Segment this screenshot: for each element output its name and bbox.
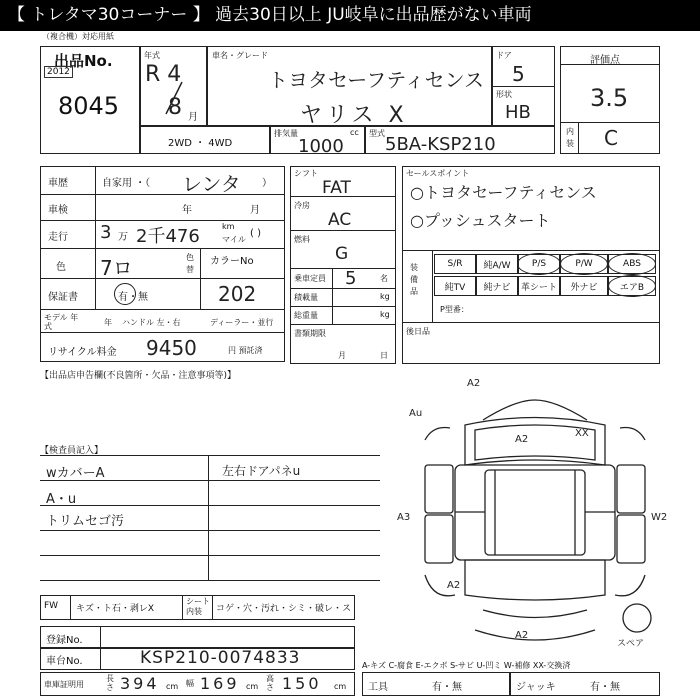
- left-front-door: [425, 465, 453, 513]
- interior-value: C: [604, 126, 618, 150]
- length-value: 394: [120, 674, 160, 693]
- load-label: 積載量: [294, 293, 318, 302]
- after-label: 後日品: [406, 327, 430, 336]
- damage-legend: A-キズ C-腐食 E-エクボ S-サビ U-凹ミ W-補修 XX-交換済: [362, 661, 571, 670]
- inspector-label: 【検査員記入】: [40, 446, 104, 456]
- cut-text: （複合機）対応用紙: [42, 32, 114, 41]
- width-label: 幅: [186, 679, 194, 688]
- width-value: 169: [200, 674, 240, 693]
- note-4: 左右ドアパネu: [222, 464, 301, 478]
- equip-ps: P/S: [518, 254, 560, 274]
- tools-value: 有・無: [432, 682, 462, 693]
- slash-mark: [160, 78, 190, 118]
- trunk-outline: [465, 560, 605, 600]
- doc-month-unit: 月: [338, 351, 346, 360]
- capacity-value: 5: [345, 268, 357, 289]
- mileage-rest: 2千476: [136, 226, 200, 247]
- length-unit: cm: [166, 682, 179, 691]
- pw-circle: [560, 253, 608, 275]
- shape-value: HB: [505, 102, 531, 123]
- history-options: 自家用 ・（: [102, 178, 151, 189]
- year-month: 8: [168, 95, 182, 120]
- doc-label: 書類期限: [294, 329, 326, 338]
- interior-label: 内装: [566, 127, 574, 148]
- drive-label: 2WD ・ 4WD: [168, 138, 233, 149]
- left-front-fender: [425, 428, 450, 441]
- height-unit: cm: [334, 682, 347, 691]
- fuel-value: G: [335, 244, 349, 264]
- ps-circle: [517, 253, 561, 275]
- doors-label: ドア: [496, 51, 512, 60]
- sales-point-1: ○トヨタセーフティセンス: [410, 183, 597, 202]
- mark-right-side: W2: [651, 512, 668, 523]
- equip-navi: 純ナビ: [476, 276, 518, 296]
- equip-sr: S/R: [434, 254, 476, 274]
- chassis-label: 車台No.: [46, 656, 83, 667]
- doc-day-unit: 日: [380, 351, 388, 360]
- warranty-label: 保証書: [48, 292, 78, 303]
- chassis-value: KSP210-0074833: [140, 648, 301, 668]
- ac-label: 冷房: [294, 201, 310, 210]
- mark-front-bumper: A2: [467, 378, 481, 389]
- rear-line: [475, 630, 595, 640]
- color-label: 色: [56, 262, 66, 273]
- type-code: 5BA-KSP210: [385, 134, 496, 155]
- inspection-year-unit: 年: [182, 205, 192, 216]
- mileage-label: 走行: [48, 232, 68, 243]
- seller-label: 【出品店申告欄(不良箇所・欠品・注意事項等)】: [40, 371, 237, 381]
- man-unit: 万: [118, 232, 128, 243]
- total-weight-label: 総重量: [294, 311, 318, 320]
- color-change-label: 色替: [186, 253, 194, 274]
- dealer-label: ディーラー・並行: [210, 318, 274, 327]
- history-value: レンタ: [182, 172, 241, 196]
- shift-label: シフト: [294, 169, 318, 178]
- tools-label: 工具: [368, 682, 388, 693]
- sales-point-label: セールスポイント: [406, 169, 470, 178]
- mark-left-side: A3: [397, 512, 411, 523]
- shape-label: 形状: [496, 90, 512, 99]
- height-label: 高さ: [266, 674, 274, 692]
- equip-abs: ABS: [608, 254, 656, 274]
- model-year-unit: 年: [104, 318, 112, 327]
- year-label: 年式: [144, 51, 160, 60]
- mile-unit: マイル: [222, 235, 246, 244]
- warranty-value: 有・無: [118, 292, 148, 303]
- airbag-type-label: P型番：: [440, 305, 469, 314]
- rear-bumper-line: [483, 610, 587, 618]
- mark-front-right: XX: [575, 428, 589, 439]
- model-year-label: モデル 年式: [44, 313, 79, 331]
- year-era: R 4: [145, 62, 182, 87]
- doors-value: 5: [512, 62, 525, 86]
- displacement-value: 1000: [298, 136, 344, 157]
- cc-unit: cc: [350, 128, 359, 137]
- carname-label: 車名・グレード: [212, 51, 268, 60]
- equip-label: 装備品: [410, 263, 418, 296]
- color-value: 7ロ: [100, 256, 133, 280]
- note-2: A・u: [46, 492, 77, 507]
- inspection-label: 車検: [48, 205, 68, 216]
- note-3: トリムセゴ汚: [46, 514, 125, 529]
- reg-label: 登録No.: [46, 635, 83, 646]
- equip-leather: 革シート: [518, 276, 560, 296]
- ac-value: AC: [328, 210, 352, 230]
- load-kg-unit: kg: [380, 292, 390, 301]
- right-rear-door: [617, 515, 645, 563]
- equip-airbag: エアB: [608, 276, 656, 296]
- maker-name: トヨタセーフティセンス: [268, 68, 484, 92]
- mileage-paren: ( ): [250, 228, 261, 239]
- colorno-value: 202: [218, 282, 257, 306]
- recycle-value: 9450: [146, 336, 197, 360]
- inspection-month-unit: 月: [250, 205, 260, 216]
- right-front-fender: [620, 428, 645, 441]
- fw-label: FW: [44, 601, 59, 611]
- equip-pw: P/W: [560, 254, 608, 274]
- jack-value: 有・無: [590, 682, 620, 693]
- spare-tire-circle: [623, 604, 651, 632]
- right-front-door: [617, 465, 645, 513]
- capacity-label: 乗車定員: [294, 274, 326, 283]
- equip-aw: 純A/W: [476, 254, 518, 274]
- history-label: 車歴: [48, 178, 68, 189]
- note-1: wカバーA: [46, 466, 105, 481]
- colorno-label: カラーNo: [210, 256, 254, 267]
- left-rear-door: [425, 515, 453, 563]
- mark-front-left: Au: [409, 408, 423, 419]
- roof-outline: [485, 470, 585, 555]
- month-unit: 月: [188, 112, 198, 123]
- mark-hood: A2: [515, 434, 529, 445]
- fw-items: キズ・ト石・剥レX: [76, 604, 154, 614]
- km-unit: km: [222, 222, 235, 231]
- score-label: 評価点: [590, 55, 620, 66]
- lot-label: 出品No.: [54, 52, 113, 70]
- shift-value: FAT: [322, 178, 351, 198]
- seat-label: シート内装: [186, 597, 210, 616]
- abs-circle: [608, 253, 656, 275]
- seat-items: コゲ・穴・汚れ・シミ・破レ・ス: [216, 604, 352, 614]
- equip-ext-navi: 外ナビ: [560, 276, 608, 296]
- width-unit: cm: [246, 682, 259, 691]
- capacity-unit: 名: [380, 274, 388, 283]
- handle-label: ハンドル 左・右: [122, 318, 181, 327]
- cert-label: 車庫証明用: [44, 680, 84, 689]
- lot-year: 2012: [44, 66, 73, 78]
- sales-point-2: ○プッシュスタート: [410, 211, 551, 230]
- car-damage-diagram: [395, 370, 675, 660]
- model-name: ヤリス X: [300, 103, 408, 128]
- equip-tv: 純TV: [434, 276, 476, 296]
- mileage-man: 3: [100, 222, 112, 243]
- jack-label: ジャッキ: [516, 682, 556, 693]
- length-label: 長さ: [106, 674, 114, 692]
- right-rear-fender: [615, 575, 645, 596]
- height-value: 150: [282, 674, 322, 693]
- airbag-circle: [608, 275, 656, 297]
- spare-label: スペア: [617, 639, 645, 649]
- lot-number: 8045: [58, 92, 120, 120]
- type-label: 型式: [369, 129, 385, 138]
- fuel-label: 燃料: [294, 235, 310, 244]
- score-value: 3.5: [590, 84, 629, 112]
- mark-rear: A2: [515, 630, 529, 641]
- banner: 【 トレタマ30コーナー 】 過去30日以上 JU岐阜に出品歴がない車両: [0, 0, 700, 31]
- recycle-label: リサイクル料金: [48, 347, 117, 358]
- history-close: ）: [262, 178, 272, 189]
- displacement-label: 排気量: [274, 129, 298, 138]
- reg-row: [40, 626, 355, 648]
- mark-rear-left: A2: [447, 580, 461, 591]
- total-kg-unit: kg: [380, 310, 390, 319]
- recycle-unit: 円 預託済: [228, 346, 263, 355]
- warranty-circle: [114, 283, 136, 305]
